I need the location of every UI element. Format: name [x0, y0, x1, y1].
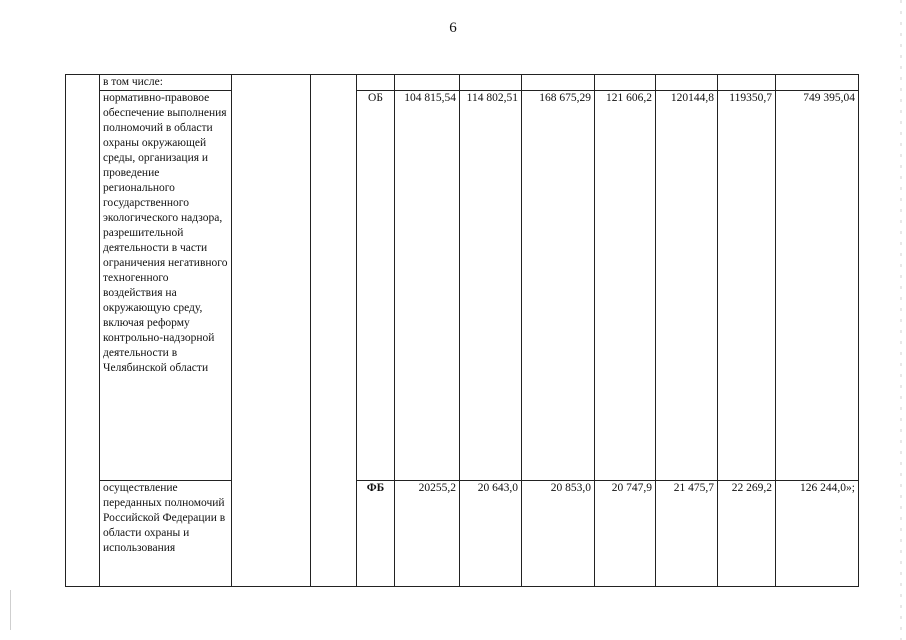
subheading-cell: в том числе:: [100, 75, 232, 91]
empty-cell: [357, 75, 395, 91]
value-cell: 168 675,29: [522, 91, 595, 481]
empty-cell: [776, 75, 859, 91]
budget-table: [65, 74, 859, 587]
value-cell: 114 802,51: [460, 91, 522, 481]
empty-cell: [718, 75, 776, 91]
funding-source: ФБ: [357, 481, 395, 587]
total-cell: 749 395,04: [776, 91, 859, 481]
value-cell: 121 606,2: [595, 91, 656, 481]
page-number: 6: [449, 20, 457, 36]
empty-cell: [311, 75, 357, 587]
value-cell: 22 269,2: [718, 481, 776, 587]
table-row: [66, 75, 859, 91]
empty-cell: [656, 75, 718, 91]
empty-cell: [522, 75, 595, 91]
value-cell: 20 853,0: [522, 481, 595, 587]
total-cell: 126 244,0»;: [776, 481, 859, 587]
value-cell: 20 643,0: [460, 481, 522, 587]
empty-index-cell: [66, 75, 100, 587]
row-description: нормативно-правовое обеспечение выполнения полномочий в области охраны окружающей среды, организация и проведение регионального государственного экологического надзора, разрешительной деятельности в части ограничения негативного техногенного воздействия на окружающую среду, включая реформу контрольно-надзорной деятельности в Челябинской области: [100, 91, 232, 481]
scan-margin-mark: [10, 590, 11, 630]
empty-cell: [232, 75, 311, 587]
value-cell: 21 475,7: [656, 481, 718, 587]
row-description: осуществление переданных полномочий Российской Федерации в области охраны и использования: [100, 481, 232, 587]
empty-cell: [595, 75, 656, 91]
value-cell: 104 815,54: [395, 91, 460, 481]
table-row: [66, 91, 859, 481]
funding-source: ОБ: [357, 91, 395, 481]
value-cell: 20 747,9: [595, 481, 656, 587]
value-cell: 120144,8: [656, 91, 718, 481]
value-cell: 20255,2: [395, 481, 460, 587]
empty-cell: [460, 75, 522, 91]
value-cell: 119350,7: [718, 91, 776, 481]
empty-cell: [395, 75, 460, 91]
table-row: [66, 481, 859, 587]
scan-edge-speckle: [900, 0, 902, 640]
